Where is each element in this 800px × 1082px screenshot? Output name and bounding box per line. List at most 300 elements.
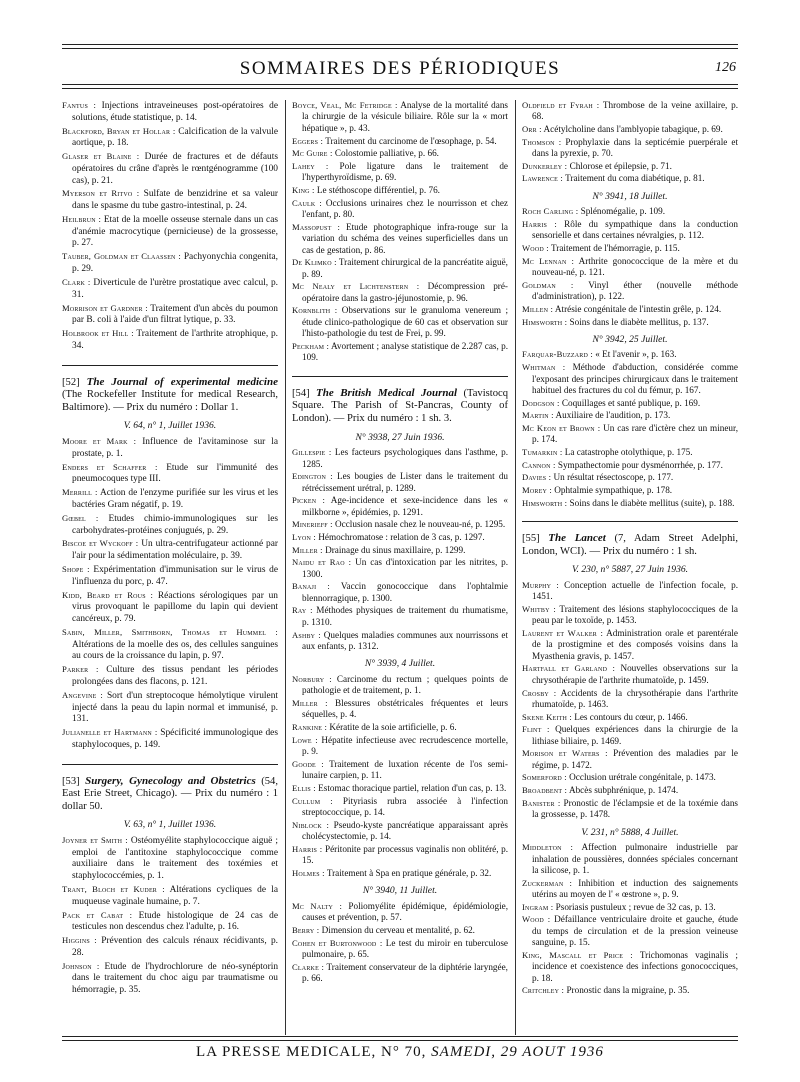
article-authors: Harris : bbox=[292, 843, 323, 854]
article-authors: Julianelle et Hartmann : bbox=[62, 727, 158, 738]
article-entry bbox=[522, 280, 738, 303]
article-entry bbox=[522, 472, 738, 483]
article-title: Thrombose de la veine axillaire, p. 68. bbox=[532, 100, 738, 122]
article-authors: Morrison et Gardner : bbox=[62, 302, 148, 313]
article-entry bbox=[62, 538, 278, 562]
article-title: Un ultra-centrifugateur actionné par l'air pour la sédimentation moléculaire, p. 39. bbox=[72, 539, 278, 562]
article-entry bbox=[62, 126, 278, 150]
article-title: Etude histologique de 24 cas de testicules non descendus chez l'adulte, p. 16. bbox=[72, 910, 279, 933]
article-authors: Shope : bbox=[62, 564, 90, 575]
article-entry bbox=[292, 447, 508, 470]
article-entry bbox=[292, 557, 508, 580]
article-title: Péritonite par processus vaginalis non oblitéré, p. 15. bbox=[302, 843, 509, 866]
journal-number: [52] bbox=[62, 376, 80, 388]
article-entry bbox=[292, 938, 508, 961]
article-entry bbox=[62, 214, 278, 250]
article-entry bbox=[522, 628, 738, 662]
article-list bbox=[292, 100, 508, 364]
article-title: Méthodes physiques de traitement du rhumatisme, p. 1310. bbox=[302, 605, 508, 627]
article-list bbox=[292, 447, 508, 652]
article-authors: Ellis : bbox=[292, 782, 316, 793]
journal-details: (7, Adam Street Adelphi, London, WCI). — Prix du numéro : 1 sh. bbox=[522, 533, 738, 557]
article-authors: Zuckerman : bbox=[522, 877, 573, 888]
article-authors: Massopust : bbox=[292, 221, 341, 232]
issue-heading: N° 3938, 27 Juin 1936. bbox=[355, 431, 445, 443]
article-entry bbox=[522, 256, 738, 279]
article-title: Splénomégalie, p. 109. bbox=[580, 206, 666, 217]
article-entry bbox=[62, 328, 278, 352]
article-authors: Lahey : bbox=[292, 160, 329, 171]
section-separator bbox=[292, 376, 508, 377]
article-title: Arthrite gonococcique de la mère et du nouveau-né, p. 121. bbox=[532, 255, 738, 278]
article-authors: Clarke : bbox=[292, 961, 325, 972]
article-entry bbox=[292, 698, 508, 721]
article-title: Traitement d'un abcès du poumon par B. coli à l'aide d'un filtrat lytique, p. 33. bbox=[72, 303, 278, 326]
article-authors: Edington : bbox=[292, 471, 333, 482]
article-entry bbox=[522, 950, 738, 984]
article-authors: Ray : bbox=[292, 605, 313, 616]
article-entry bbox=[62, 884, 278, 908]
article-authors: Heilbrun : bbox=[62, 214, 102, 225]
article-authors: Fantus : bbox=[62, 100, 97, 110]
article-entry bbox=[522, 447, 738, 458]
article-entry bbox=[292, 581, 508, 604]
article-authors: Critchley : bbox=[522, 985, 565, 996]
journal-details: (Tavistocq Square. The Parish of St-Pancras, County of London). — Prix du numéro : 1 sh. 3. bbox=[292, 387, 509, 425]
article-title: Age-incidence et sexe-incidence dans les « milkborne », épidémies, p. 1291. bbox=[302, 495, 509, 517]
article-title: Abcès subphrénique, p. 1474. bbox=[568, 785, 679, 796]
article-authors: Whitman : bbox=[522, 362, 566, 373]
article-entry bbox=[62, 664, 278, 688]
article-authors: Mc Keon et Brown : bbox=[522, 422, 601, 433]
article-title: Traitement chirurgical de la pancréatite aiguë, p. 89. bbox=[302, 257, 508, 279]
article-entry bbox=[292, 722, 508, 733]
article-title: Affection pulmonaire industrielle par inhalation de poussières, données spéciales concernant la silicose, p. 1. bbox=[532, 842, 738, 875]
article-list bbox=[62, 100, 278, 353]
article-entry bbox=[292, 868, 508, 879]
article-entry bbox=[292, 796, 508, 819]
article-authors: Goldman : bbox=[522, 279, 574, 290]
article-authors: Myerson et Ritvo : bbox=[62, 188, 140, 199]
article-authors: Enders et Schaffer : bbox=[62, 461, 158, 472]
article-authors: Morey : bbox=[522, 484, 552, 495]
article-authors: Ashby : bbox=[292, 629, 321, 640]
page-number: 126 bbox=[715, 60, 736, 75]
issue-heading: V. 230, n° 5887, 27 Juin 1936. bbox=[571, 564, 689, 576]
article-title: Pachyonychia congenita, p. 29. bbox=[72, 252, 278, 275]
article-entry bbox=[522, 498, 738, 509]
article-entry bbox=[522, 842, 738, 876]
journal-heading bbox=[522, 532, 738, 558]
article-authors: Banaji : bbox=[292, 581, 330, 592]
article-entry bbox=[62, 910, 278, 934]
article-title: Avortement ; analyse statistique de 2.287 cas, p. 109. bbox=[302, 340, 508, 363]
article-title: Prophylaxie dans la septicémie puerpérale et dans la pyrexie, p. 70. bbox=[532, 136, 739, 159]
article-entry bbox=[62, 303, 278, 327]
article-list bbox=[292, 901, 508, 985]
article-entry bbox=[522, 398, 738, 409]
article-authors: Rankine : bbox=[292, 722, 328, 733]
article-title: Conception actuelle de l'infection focale, p. 1451. bbox=[532, 579, 738, 602]
article-authors: Trant, Bloch et Kuder : bbox=[62, 883, 165, 894]
article-authors: Middleton : bbox=[522, 842, 574, 853]
article-authors: Biscoe et Wyckoff : bbox=[62, 538, 139, 549]
article-authors: Mc Guire : bbox=[292, 148, 333, 159]
article-entry bbox=[62, 151, 278, 187]
article-entry bbox=[292, 545, 508, 556]
article-entry bbox=[522, 688, 738, 711]
article-title: Pole ligature dans le traitement de l'hyperthyroïdisme, p. 69. bbox=[302, 160, 509, 183]
article-title: Action de l'enzyme purifiée sur les virus et les bactéries Gram négatif, p. 19. bbox=[72, 488, 279, 510]
article-entry bbox=[522, 137, 738, 160]
section-separator bbox=[522, 521, 738, 522]
journal-number: [55] bbox=[522, 533, 540, 545]
journal-details: (54, East Erie Street, Chicago). — Prix du numéro : 1 dollar 50. bbox=[62, 775, 279, 812]
article-title: Poliomyélite épidémique, épidémiologie, causes et prévention, p. 57. bbox=[302, 900, 508, 923]
article-title: Pronostic de l'éclampsie et de la toxémie dans la grossesse, p. 1478. bbox=[532, 797, 738, 820]
article-title: Les bougies de Lister dans le traitement du rétrécissement urétral, p. 1289. bbox=[302, 471, 509, 493]
issue-heading: N° 3940, 11 Juillet. bbox=[362, 885, 438, 897]
article-title: Analyse de la mortalité dans la chirurgie de la vésicule biliaire. Rôle sur la « mort hépatique », p. 43. bbox=[302, 100, 509, 133]
article-authors: Miller : bbox=[292, 544, 323, 555]
journal-number: [54] bbox=[292, 387, 310, 399]
article-authors: Picken : bbox=[292, 495, 326, 506]
article-list bbox=[522, 206, 738, 328]
article-title: Le test du miroir en tuberculose pulmonaire, p. 65. bbox=[302, 937, 509, 959]
column-3 bbox=[522, 100, 738, 998]
article-title: Les contours du cœur, p. 1466. bbox=[574, 711, 688, 722]
article-authors: Wood : bbox=[522, 914, 551, 925]
article-title: Un résultat résectoscope, p. 177. bbox=[553, 472, 674, 483]
article-entry bbox=[522, 580, 738, 603]
article-entry bbox=[292, 925, 508, 936]
article-entry bbox=[62, 513, 278, 537]
article-title: Occlusion urétrale congénitale, p. 1473. bbox=[569, 772, 716, 783]
article-title: Nouvelles observations sur la chrysothérapie de l'arthrite rhumatoïde, p. 1459. bbox=[532, 663, 739, 685]
article-authors: Peckham : bbox=[292, 340, 330, 351]
article-entry bbox=[522, 712, 738, 723]
article-authors: Clark : bbox=[62, 276, 91, 287]
article-title: Pseudo-kyste pancréatique apparaissant après cholécystectomie, p. 14. bbox=[302, 819, 509, 842]
article-authors: Joyner et Smith : bbox=[62, 834, 128, 845]
article-entry bbox=[292, 257, 508, 280]
article-entry bbox=[62, 188, 278, 212]
article-authors: Johnson : bbox=[62, 960, 100, 971]
article-title: Prévention des maladies par le régime, p. 1472. bbox=[532, 748, 738, 770]
article-title: Colostomie palliative, p. 66. bbox=[334, 148, 439, 159]
article-title: Soins dans le diabète mellitus (suite), p. 188. bbox=[569, 497, 735, 508]
article-entry bbox=[292, 471, 508, 494]
journal-name: The British Medical Journal bbox=[316, 386, 458, 399]
article-title: Ophtalmie sympathique, p. 178. bbox=[554, 484, 673, 495]
article-title: Pronostic dans la migraine, p. 35. bbox=[566, 985, 690, 996]
article-title: Traitement de luxation récente de l'os semi-lunaire carpien, p. 11. bbox=[302, 758, 508, 781]
column-2 bbox=[292, 100, 508, 986]
article-entry bbox=[292, 605, 508, 628]
article-title: Traitement conservateur de la diphtérie laryngée, p. 66. bbox=[302, 961, 508, 984]
article-authors: Cannon : bbox=[522, 459, 556, 470]
article-authors: Minerieff : bbox=[292, 519, 333, 530]
article-entry bbox=[292, 341, 508, 364]
article-title: Psoriasis pustuleux ; revue de 32 cas, p. 13. bbox=[555, 901, 716, 912]
journal-number: [53] bbox=[62, 775, 80, 787]
issue-heading: V. 63, n° 1, Juillet 1936. bbox=[123, 819, 217, 831]
article-authors: Banister : bbox=[522, 797, 561, 808]
article-title: Sort d'un streptocoque hémolytique virulent injecté dans la peau du lapin normal et immunisé, p. 131. bbox=[72, 690, 278, 725]
article-entry bbox=[522, 914, 738, 948]
article-title: Observations sur le granuloma venereum ; étude clinico-pathologique de 60 cas et observation sur l'histo-pathologie du test de Frei, p. 99. bbox=[302, 305, 509, 339]
article-title: Traitement de l'arthrite atrophique, p. 34. bbox=[72, 329, 278, 351]
article-entry bbox=[62, 564, 278, 588]
page-footer bbox=[62, 1044, 738, 1061]
article-entry bbox=[292, 820, 508, 843]
article-authors: Holbrook et Hill : bbox=[62, 328, 134, 339]
article-entry bbox=[292, 222, 508, 256]
article-authors: Crosby : bbox=[522, 687, 557, 698]
article-title: Décompression pré-opératoire dans la gastro-jéjunostomie, p. 96. bbox=[302, 281, 508, 303]
article-title: Dimension du cerveau et mentalité, p. 62. bbox=[321, 924, 475, 935]
article-title: Prévention des calculs rénaux récidivants, p. 28. bbox=[72, 936, 279, 958]
article-entry bbox=[292, 759, 508, 782]
article-title: Sulfate de benzidrine et sa valeur dans le spasme du tube gastro-intestinal, p. 24. bbox=[72, 189, 279, 212]
article-title: Hépatite infectieuse avec recrudescence mortelle, p. 9. bbox=[302, 734, 509, 757]
article-authors: Naidu et Rao : bbox=[292, 557, 352, 568]
article-authors: Flint : bbox=[522, 724, 550, 735]
article-entry bbox=[522, 902, 738, 913]
article-authors: Holmes : bbox=[292, 867, 325, 878]
article-authors: Whitby : bbox=[522, 603, 556, 614]
article-title: Etat de la moelle osseuse sternale dans un cas d'anémie macrocytique (pernicieuse) de la grossesse, p. 27. bbox=[72, 215, 279, 249]
article-entry bbox=[62, 627, 278, 663]
article-authors: King, Mascall et Price : bbox=[522, 949, 633, 960]
article-authors: Cohen et Burtonwood : bbox=[292, 937, 383, 948]
article-entry bbox=[522, 748, 738, 771]
article-title: Culture des tissus pendant les périodes prolongées dans des flacons, p. 121. bbox=[72, 665, 278, 687]
article-authors: Niblock : bbox=[292, 819, 330, 830]
article-title: Trichomonas vaginalis ; incidence et coexistence des infections gonococciques, p. 18. bbox=[532, 949, 738, 983]
article-authors: Merrill : bbox=[62, 487, 98, 498]
article-title: Vaccin gonococcique dans l'ophtalmie blennorragique, p. 1300. bbox=[302, 581, 508, 603]
article-authors: Mc Nalty : bbox=[292, 900, 343, 911]
article-authors: Orr : bbox=[522, 124, 542, 135]
article-authors: Farquar-Buzzard : bbox=[522, 349, 593, 360]
article-entry bbox=[292, 100, 508, 134]
article-authors: Ingram : bbox=[522, 901, 554, 912]
article-title: Expérimentation d'immunisation sur le virus de l'influenza du porc, p. 47. bbox=[72, 565, 278, 587]
article-title: Altérations cycliques de la muqueuse vaginale humaine, p. 7. bbox=[72, 884, 279, 907]
article-authors: Kidd, Beard et Rous : bbox=[62, 589, 154, 600]
article-authors: Lowe : bbox=[292, 734, 318, 745]
article-entry bbox=[522, 410, 738, 421]
article-authors: Millen : bbox=[522, 303, 554, 314]
journal-name: The Journal of experimental medicine bbox=[86, 375, 278, 388]
article-title: Carcinome du rectum ; quelques points de pathologie et de traitement, p. 1. bbox=[302, 673, 508, 696]
article-entry bbox=[292, 962, 508, 985]
footer-rule bbox=[62, 1036, 738, 1041]
article-title: Traitement de l'hémorragie, p. 115. bbox=[551, 243, 680, 254]
article-title: Accidents de la chrysothérapie dans l'arthrite rhumatoïde, p. 1463. bbox=[532, 687, 738, 709]
article-title: Occlusion nasale chez le nouveau-né, p. 1295. bbox=[335, 519, 506, 530]
article-authors: Himsworth : bbox=[522, 316, 568, 327]
article-title: Durée de fractures et de défauts opératoires du crâne d'après le rœntgénogramme (100 cas), p. 21. bbox=[72, 152, 278, 186]
article-title: Un cas d'intoxication par les nitrites, p. 1300. bbox=[302, 557, 508, 579]
article-entry bbox=[292, 161, 508, 184]
column-1 bbox=[62, 100, 278, 998]
article-entry bbox=[62, 277, 278, 301]
article-entry bbox=[522, 460, 738, 471]
article-title: Traitement à Spa en pratique générale, p. 32. bbox=[326, 867, 492, 878]
article-entry bbox=[62, 462, 278, 486]
column-divider bbox=[515, 100, 516, 1035]
article-authors: Sabin, Miller, Smithborn, Thomas et Hummel : bbox=[62, 626, 278, 637]
article-title: Blessures obstétricales fréquentes et leurs séquelles, p. 4. bbox=[302, 698, 509, 720]
article-title: Drainage du sinus maxillaire, p. 1299. bbox=[325, 544, 466, 555]
article-entry bbox=[522, 317, 738, 328]
issue-heading: N° 3939, 4 Juillet. bbox=[364, 658, 436, 670]
article-entry bbox=[292, 148, 508, 159]
article-authors: De Klimko : bbox=[292, 257, 337, 268]
article-authors: Morison et Waters : bbox=[522, 748, 608, 759]
article-entry bbox=[522, 485, 738, 496]
article-title: Kératite de la soie artificielle, p. 6. bbox=[329, 722, 457, 733]
article-title: Auxiliaire de l'audition, p. 173. bbox=[555, 410, 671, 421]
article-authors: Martin : bbox=[522, 410, 554, 421]
article-list bbox=[522, 100, 738, 185]
article-title: Etude sur l'immunité des pneumocoques type III. bbox=[72, 462, 278, 485]
article-authors: Norbury : bbox=[292, 673, 332, 684]
article-entry bbox=[62, 690, 278, 726]
article-authors: Dunkerley : bbox=[522, 160, 568, 171]
article-authors: Miller : bbox=[292, 698, 328, 709]
article-title: Injections intraveineuses post-opératoires de solutions, étude statistique, p. 14. bbox=[72, 101, 278, 123]
article-entry bbox=[292, 185, 508, 196]
issue-heading: V. 231, n° 5888, 4 Juillet. bbox=[581, 826, 679, 838]
article-entry bbox=[522, 604, 738, 627]
journal-heading bbox=[62, 376, 278, 415]
article-entry bbox=[292, 630, 508, 653]
article-authors: Mc Nealy et Lichtenstern : bbox=[292, 281, 420, 292]
journal-heading bbox=[62, 775, 278, 814]
article-entry bbox=[522, 985, 738, 996]
article-title: Rôle du sympathique dans la conduction sensorielle et dans certaines névralgies, p. 112. bbox=[532, 219, 739, 241]
article-authors: Oldfield et Fyrah : bbox=[522, 100, 600, 110]
article-entry bbox=[522, 362, 738, 396]
article-authors: Berry : bbox=[292, 924, 320, 935]
article-entry bbox=[522, 304, 738, 315]
article-authors: Hartfall et Garland : bbox=[522, 663, 616, 674]
article-authors: Pack et Cabat : bbox=[62, 909, 133, 920]
page-title: SOMMAIRES DES PÉRIODIQUES bbox=[239, 58, 561, 79]
article-entry bbox=[292, 674, 508, 697]
article-authors: Caulk : bbox=[292, 197, 322, 208]
article-title: Sympathectomie pour dysménorrhée, p. 177. bbox=[557, 459, 723, 470]
article-authors: Harris : bbox=[522, 219, 557, 230]
article-entry bbox=[522, 243, 738, 254]
article-list bbox=[292, 674, 508, 879]
article-title: Etudes chimio-immunologiques sur les carbohydrates-protéines conjugués, p. 29. bbox=[72, 513, 279, 536]
article-list bbox=[62, 835, 278, 997]
article-authors: Mc Lennan : bbox=[522, 255, 575, 266]
article-entry bbox=[62, 961, 278, 997]
article-title: Diverticule de l'urètre prostatique avec calcul, p. 31. bbox=[72, 277, 278, 300]
article-list bbox=[62, 436, 278, 751]
article-entry bbox=[62, 835, 278, 883]
article-authors: Somerford : bbox=[522, 772, 567, 783]
article-title: Atrésie congénitale de l'intestin grêle, p. 124. bbox=[554, 303, 722, 314]
article-title: Etude photographique infra-rouge sur la variation du schéma des veines superficielles dans un cas de gestation, p. 86. bbox=[302, 221, 508, 255]
article-title: Coquillages et santé publique, p. 169. bbox=[561, 397, 701, 408]
journal-name: Surgery, Gynecology and Obstetrics bbox=[85, 774, 256, 787]
article-entry bbox=[522, 663, 738, 686]
article-authors: Moore et Mark : bbox=[62, 436, 137, 447]
section-separator bbox=[62, 365, 278, 366]
article-title: Ostéomyélite staphylococcique aiguë ; emploi de l'antitoxine staphylococcique comme auxiliaire dans le traitement des toxémies et staphylococcémies, p. 1. bbox=[72, 835, 279, 882]
section-separator bbox=[62, 764, 278, 765]
article-entry bbox=[522, 206, 738, 217]
article-authors: Skene Keith : bbox=[522, 711, 572, 722]
article-title: Traitement des lésions staphylococciques de la peau par le toxoïde, p. 1453. bbox=[532, 603, 738, 626]
article-title: Défaillance ventriculaire droite et gauche, étude du temps de circulation et de la pression veineuse sanguine, p. 15. bbox=[532, 914, 738, 948]
article-authors: Parker : bbox=[62, 664, 99, 675]
article-authors: Thomson : bbox=[522, 136, 562, 147]
article-title: Administration orale et parentérale de la prostigmine et des composés voisins dans la Myasthenia gravis, p. 1457. bbox=[532, 627, 738, 661]
article-authors: Cullum : bbox=[292, 795, 333, 806]
article-title: Les facteurs psychologiques dans l'asthme, p. 1285. bbox=[302, 447, 509, 469]
article-entry bbox=[292, 305, 508, 339]
article-title: Spécificité immunologique des staphylocoques, p. 149. bbox=[72, 728, 278, 750]
article-authors: Wood : bbox=[522, 243, 549, 254]
column-divider bbox=[285, 100, 286, 1035]
article-entry bbox=[292, 735, 508, 758]
issue-heading: N° 3941, 18 Juillet. bbox=[592, 190, 668, 202]
header-rule-top bbox=[62, 44, 738, 49]
article-authors: Murphy : bbox=[522, 579, 559, 590]
article-authors: Higgins : bbox=[62, 935, 97, 946]
article-authors: Tumarkin : bbox=[522, 447, 563, 458]
article-title: Pityriasis rubra associée à l'infection streptococcique, p. 14. bbox=[302, 795, 509, 818]
footer-date: SAMEDI, 29 AOUT 1936 bbox=[431, 1044, 604, 1060]
article-title: Quelques maladies communes aux nourrissons et aux enfants, p. 1312. bbox=[302, 629, 509, 652]
article-title: Calcification de la valvule aortique, p. 18. bbox=[72, 126, 278, 149]
article-entry bbox=[292, 844, 508, 867]
article-authors: Laurent et Walker : bbox=[522, 627, 604, 638]
article-authors: King : bbox=[292, 184, 315, 195]
article-title: Traitement du carcinome de l'œsophage, p. 54. bbox=[325, 135, 497, 146]
issue-heading: N° 3942, 25 Juillet. bbox=[592, 334, 668, 346]
article-entry bbox=[62, 436, 278, 460]
article-authors: Lawrence : bbox=[522, 173, 563, 184]
article-entry bbox=[292, 901, 508, 924]
article-title: Traitement du coma diabétique, p. 81. bbox=[565, 173, 705, 184]
article-list bbox=[522, 349, 738, 509]
article-entry bbox=[522, 878, 738, 901]
article-entry bbox=[522, 724, 738, 747]
footer-paper: LA PRESSE MEDICALE, N° 70, bbox=[196, 1044, 427, 1060]
article-list bbox=[522, 842, 738, 997]
article-authors: Tauber, Goldman et Claassen : bbox=[62, 251, 181, 262]
article-entry bbox=[522, 785, 738, 796]
article-authors: Dodgson : bbox=[522, 397, 560, 408]
article-title: Méthode d'abduction, considérée comme l'exposant des principes chirurgicaux dans le traitement habituel des fractures du col du fémur, p. 167. bbox=[532, 362, 738, 396]
article-entry bbox=[522, 100, 738, 123]
article-entry bbox=[522, 798, 738, 821]
article-entry bbox=[522, 219, 738, 242]
article-entry bbox=[292, 783, 508, 794]
article-entry bbox=[62, 251, 278, 275]
article-entry bbox=[292, 519, 508, 530]
article-title: Etude de l'hydrochlorure de néo-synéptorin dans le traitement du choc aigu par traumatisme ou hémorragie, p. 35. bbox=[72, 961, 279, 996]
article-title: « Et l'avenir », p. 163. bbox=[595, 349, 677, 360]
